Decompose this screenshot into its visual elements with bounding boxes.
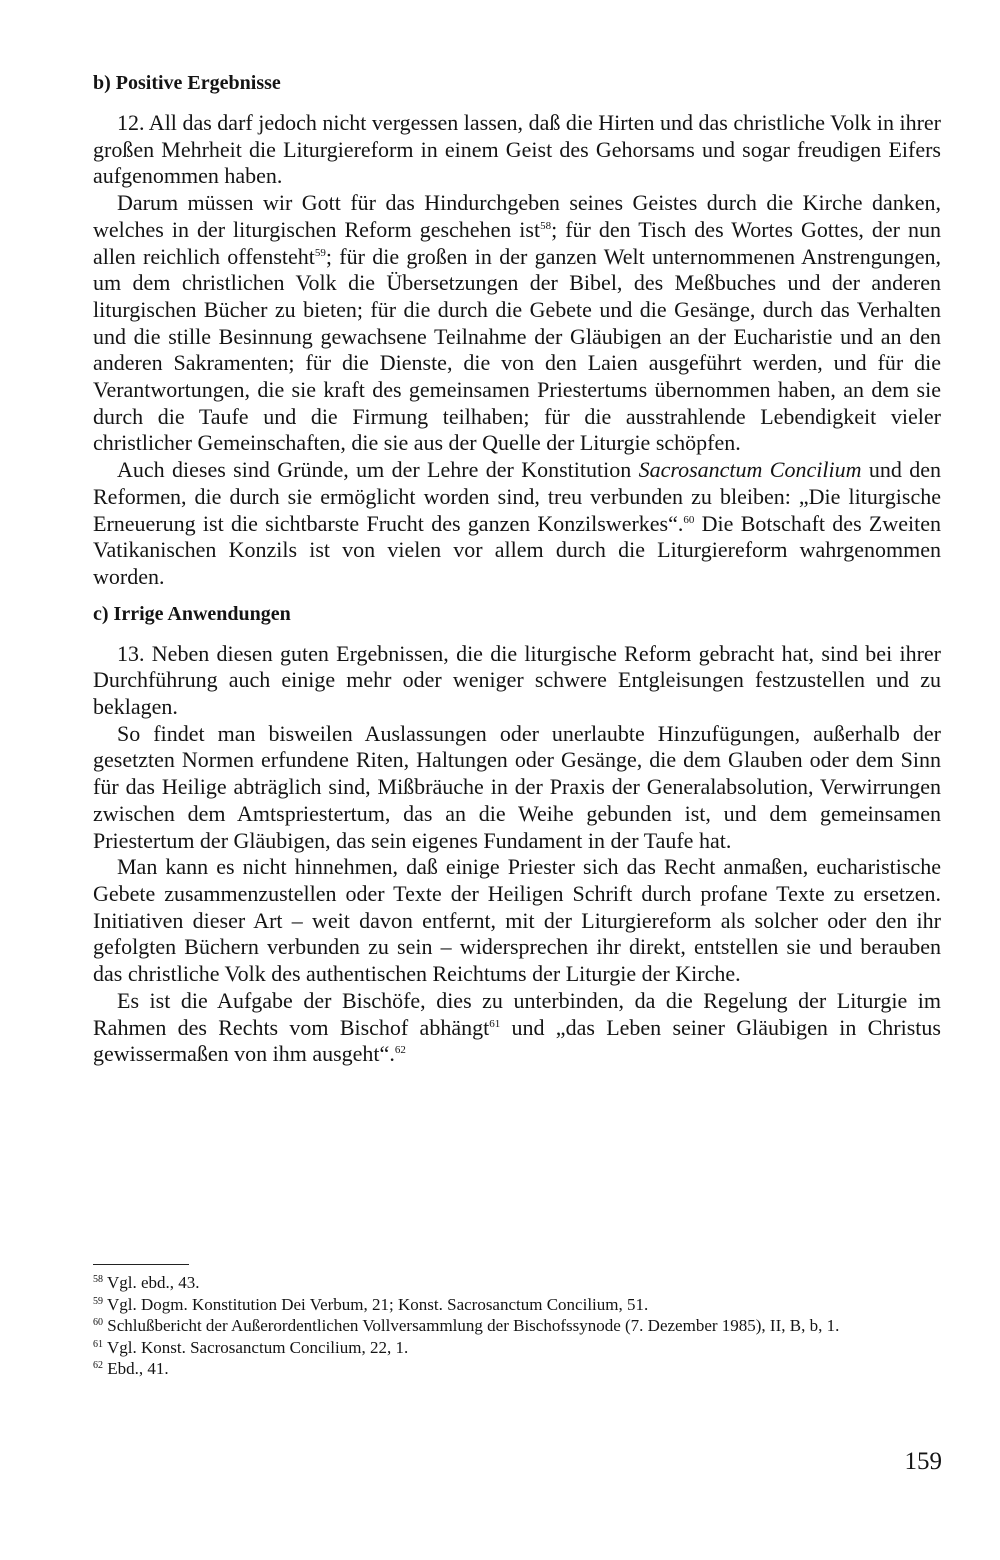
footnote-59: [93, 1294, 941, 1316]
footnote-number: 60: [93, 1317, 103, 1328]
footnote-ref-58: 58: [540, 219, 552, 232]
paragraph-13: 13. Neben diesen guten Ergebnissen, die die liturgische Reform gebracht hat, sind bei ihrer Durchführung auch einige mehr oder weniger schwere Entgleisungen festzustellen und zu beklagen.: [93, 640, 941, 720]
section-heading-c: c) Irrige Anwendungen: [93, 602, 291, 625]
paragraph-thanks: [93, 190, 941, 457]
footnote-ref-60: 60: [683, 513, 695, 526]
paragraph-12: 12. All das darf jedoch nicht vergessen lassen, daß die Hirten und das christliche Volk in ihrer großen Mehrheit die Liturgiereform in einem Geist des Gehorsams und sogar freudigen Eifers aufgenommen haben.: [93, 110, 941, 189]
footnote-number: 59: [93, 1295, 103, 1307]
text-run: Es ist die Aufgabe der Bischöfe, dies zu unterbinden, da die Regelung der Liturgie im Rahmen des Rechts vom Bischof abhängt: [93, 987, 941, 1040]
paragraph-bishops: [93, 988, 941, 1068]
footnotes: [93, 1272, 941, 1380]
text-run: ; für den Tisch des Wortes Gottes, der nun allen reichlich offensteht: [93, 216, 941, 269]
footnote-ref-61: 61: [489, 1017, 501, 1030]
footnote-divider: [93, 1264, 189, 1265]
text-run: Darum müssen wir Gott für das Hindurchgeben seines Geistes durch die Kirche danken, welches in der liturgischen Reform geschehen ist: [93, 190, 941, 242]
footnote-number: 61: [93, 1338, 103, 1350]
page-number: 159: [904, 1448, 942, 1475]
body-text: [93, 70, 941, 1068]
footnote-text: Vgl. Konst. Sacrosanctum Concilium, 22, 1.: [106, 1337, 409, 1357]
text-run: und „das Leben seiner Gläubigen in Christus gewissermaßen von ihm ausgeht“.: [93, 1014, 941, 1067]
footnote-text: Schlußbericht der Außerordentlichen Vollversammlung der Bischofssynode (7. Dezember 1985), II, B, b, 1.: [107, 1316, 840, 1335]
paragraph-omissions: So findet man bisweilen Auslassungen oder unerlaubte Hinzufügungen, außerhalb der gesetzten Normen erfundene Riten, Haltungen oder Gesänge, die dem Glauben oder dem Sinn für das Heilige abträglich sind, Mißbräuche in der Praxis der Generalabsolution, Verwirrungen zwischen dem Amtspriestertum, das an die Weihe gebunden ist, und dem gemeinsamen Priestertum der Gläubigen, das sein eigenes Fundament in der Taufe hat.: [93, 720, 941, 853]
footnote-text: Vgl. Dogm. Konstitution Dei Verbum, 21; Konst. Sacrosanctum Concilium, 51.: [106, 1294, 649, 1314]
footnote-ref-59: 59: [314, 246, 326, 259]
paragraph-priests: Man kann es nicht hinnehmen, daß einige Priester sich das Recht anmaßen, eucharistische Gebete zusammenzustellen oder Texte der Heiligen Schrift durch profane Texte zu ersetzen. Initiativen dieser Art – weit davon entfernt, mit der Liturgiereform als solcher oder den ihr gefolgten Büchern verbunden zu sein – widersprechen ihr direkt, entstellen sie und berauben das christliche Volk des authentischen Reichtums der Liturgie der Kirche.: [93, 854, 941, 987]
footnote-61: [93, 1337, 941, 1359]
text-run: ; für die großen in der ganzen Welt unternommenen Anstrengungen, um dem christlichen Volk die Übersetzungen der Bibel, des Meßbuches und der anderen liturgischen Bücher zu bieten; für die durch die Gebete und die Gesänge, durch das Verhalten und die stille Besinnung gewachsene Teilnahme der Gläubigen an der Eucharistie und an den anderen Sakramenten; für die Dienste, die von den Laien ausgeführt werden, und für die Verantwortungen, die sie kraft des gemeinsamen Priestertums übernommen haben, an dem sie durch die Taufe und die Firmung teilhaben; für die ausstrahlende Lebendigkeit vieler christlicher Gemeinschaften, die sie aus der Quelle der Liturgie schöpfen.: [93, 243, 942, 456]
section-heading-b: b) Positive Ergebnisse: [93, 72, 281, 94]
footnote-58: [93, 1272, 941, 1294]
footnote-number: 62: [93, 1360, 103, 1371]
text-run: und den Reformen, die durch sie ermöglicht worden sind, treu verbunden zu bleiben: „Die liturgische Erneuerung ist die sichtbarste Frucht des ganzen Konzilswerkes“.: [93, 457, 942, 536]
text-run: Die Botschaft des Zweiten Vatikanischen Konzils ist von vielen vor allem durch die Liturgiereform wahrgenommen worden.: [93, 510, 941, 589]
footnote-60: [93, 1315, 941, 1337]
footnote-text: Ebd., 41.: [107, 1359, 169, 1378]
footnote-text: Vgl. ebd., 43.: [106, 1273, 200, 1292]
footnote-ref-62: 62: [394, 1044, 406, 1057]
text-run: Auch dieses sind Gründe, um der Lehre der Konstitution: [117, 457, 639, 483]
footnote-number: 58: [93, 1274, 103, 1285]
paragraph-reasons: [93, 457, 941, 591]
italic-title: Sacrosanctum Concilium: [638, 457, 862, 483]
footnote-62: [93, 1358, 941, 1380]
